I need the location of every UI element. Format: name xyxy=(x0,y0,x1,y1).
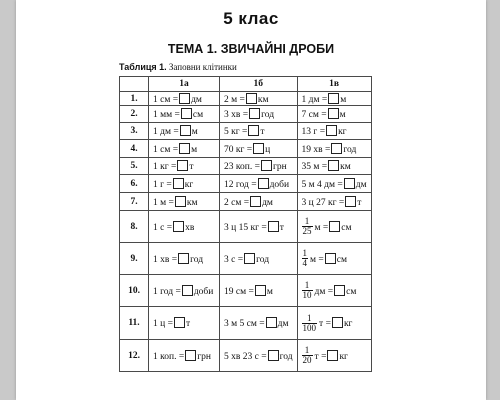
answer-box[interactable] xyxy=(261,160,272,171)
expression xyxy=(302,178,367,190)
unit-label: м xyxy=(191,144,198,155)
answer-box[interactable] xyxy=(266,317,277,328)
table-row xyxy=(120,92,372,106)
answer-box[interactable] xyxy=(174,317,185,328)
answer-box[interactable] xyxy=(185,350,196,361)
unit-label: доби xyxy=(193,286,214,297)
row-number: 6. xyxy=(120,175,149,193)
exercise-cell xyxy=(297,123,371,140)
expression xyxy=(302,108,346,120)
column-header-1b: 1б xyxy=(220,77,298,92)
unit-label: дм xyxy=(262,197,273,208)
column-header-1v: 1в xyxy=(297,77,371,92)
expression xyxy=(224,178,289,190)
expression-left: 1 дм = xyxy=(301,94,328,105)
answer-box[interactable] xyxy=(268,350,279,361)
expression-left: 3 хв = xyxy=(224,110,249,120)
exercise-cell xyxy=(149,175,220,193)
table-body xyxy=(120,92,372,372)
expression-left: 3 с = xyxy=(224,254,244,265)
row-number: 2. xyxy=(120,106,149,123)
unit-label: кг xyxy=(338,127,347,137)
answer-box[interactable] xyxy=(329,221,340,232)
answer-box[interactable] xyxy=(258,178,269,189)
exercise-cell xyxy=(297,158,371,175)
fraction xyxy=(302,346,313,365)
unit-label: грн xyxy=(197,351,211,362)
expression xyxy=(153,196,198,208)
expression-left: 19 см = xyxy=(224,286,254,297)
expression-left: 35 м = xyxy=(301,162,328,172)
expression xyxy=(302,160,351,172)
unit-label: грн xyxy=(272,162,287,172)
fraction-numerator: 1 xyxy=(302,217,313,227)
exercise-cell xyxy=(297,106,371,123)
expression-left: 5 хв 23 с = xyxy=(224,351,267,362)
expression-left: 23 коп. = xyxy=(224,162,260,172)
expression-left: 13 г = xyxy=(301,127,326,137)
expression xyxy=(153,125,198,137)
row-number: 11. xyxy=(120,307,149,340)
fraction-denominator: 100 xyxy=(302,322,317,333)
unit-label: км xyxy=(340,162,351,172)
unit-label: т xyxy=(189,162,194,172)
expression xyxy=(224,143,270,155)
exercise-cell xyxy=(149,275,220,307)
unit-label: кг xyxy=(184,179,194,190)
exercise-cell xyxy=(149,140,220,158)
row-number: 9. xyxy=(120,243,149,275)
expression-left: дм = xyxy=(314,286,334,297)
unit-label: см xyxy=(346,286,357,297)
row-number: 3. xyxy=(120,123,149,140)
expression xyxy=(153,350,211,362)
table-row xyxy=(120,307,372,340)
expression-left: м = xyxy=(310,254,324,265)
unit-label: год xyxy=(279,351,293,362)
answer-box[interactable] xyxy=(179,143,190,154)
expression xyxy=(153,178,193,190)
table-row xyxy=(120,158,372,175)
unit-label: м xyxy=(191,127,198,137)
answer-box[interactable] xyxy=(175,196,186,207)
exercise-table xyxy=(119,76,372,372)
exercise-cell xyxy=(220,140,298,158)
exercise-cell xyxy=(149,211,220,243)
answer-box[interactable] xyxy=(328,160,339,171)
expression xyxy=(153,317,190,329)
answer-box[interactable] xyxy=(327,350,338,361)
answer-box[interactable] xyxy=(244,253,255,264)
exercise-cell xyxy=(149,243,220,275)
exercise-cell xyxy=(220,175,298,193)
answer-box[interactable] xyxy=(344,178,355,189)
exercise-cell xyxy=(149,340,220,372)
corner-cell xyxy=(120,77,149,92)
expression-left: м = xyxy=(314,222,329,233)
answer-box[interactable] xyxy=(325,253,336,264)
expression-left: 1 коп. = xyxy=(153,351,185,362)
expression xyxy=(302,196,362,208)
answer-box[interactable] xyxy=(331,143,342,154)
exercise-cell xyxy=(297,92,371,106)
expression-left: т = xyxy=(314,351,327,362)
fraction-numerator: 1 xyxy=(302,248,308,258)
expression-left: 1 м = xyxy=(153,197,174,208)
expression xyxy=(153,108,203,120)
exercise-cell xyxy=(220,211,298,243)
unit-label: кг xyxy=(339,351,348,362)
expression xyxy=(319,317,352,329)
answer-box[interactable] xyxy=(253,143,264,154)
expression xyxy=(315,285,357,297)
workbook-page xyxy=(16,0,486,400)
expression xyxy=(224,125,265,137)
unit-label: т xyxy=(357,197,362,208)
exercise-cell xyxy=(220,193,298,211)
expression xyxy=(153,143,197,155)
expression xyxy=(224,108,274,120)
expression xyxy=(224,221,284,233)
answer-box[interactable] xyxy=(328,93,339,104)
table-caption-text: Заповни клітинки xyxy=(166,62,237,72)
exercise-cell xyxy=(149,106,220,123)
table-row xyxy=(120,106,372,123)
expression xyxy=(224,253,269,265)
exercise-cell xyxy=(149,193,220,211)
answer-box[interactable] xyxy=(246,93,257,104)
answer-box[interactable] xyxy=(180,125,191,136)
expression-left: 3 м 5 см = xyxy=(224,319,265,329)
answer-box[interactable] xyxy=(181,108,192,119)
unit-label: дм xyxy=(277,319,289,329)
expression-left: 70 кг = xyxy=(224,144,253,155)
expression-left: 1 дм = xyxy=(153,127,179,137)
unit-label: кг xyxy=(343,319,353,329)
table-row xyxy=(120,211,372,243)
expression-left: 3 ц 15 кг = xyxy=(224,222,267,233)
exercise-cell xyxy=(220,307,298,340)
expression-left: 7 см = xyxy=(301,110,327,120)
row-number: 8. xyxy=(120,211,149,243)
unit-label: дм xyxy=(191,94,202,105)
unit-label: год xyxy=(261,110,275,120)
table-row xyxy=(120,123,372,140)
answer-box[interactable] xyxy=(173,178,184,189)
unit-label: см xyxy=(336,254,348,265)
unit-label: дм xyxy=(355,179,367,190)
table-caption-label: Таблиця 1. xyxy=(119,62,167,72)
expression xyxy=(153,160,194,172)
exercise-cell xyxy=(220,275,298,307)
expression-left: 12 год = xyxy=(224,179,257,190)
expression-left: т = xyxy=(319,319,331,329)
table-row xyxy=(120,193,372,211)
unit-label: см xyxy=(192,110,204,120)
fraction-numerator: 1 xyxy=(302,346,313,356)
expression-left: 19 хв = xyxy=(301,144,331,155)
unit-label: м xyxy=(339,110,346,120)
expression xyxy=(315,221,352,233)
unit-label: см xyxy=(341,222,352,233)
answer-box[interactable] xyxy=(173,221,184,232)
unit-label: доби xyxy=(269,179,290,190)
expression xyxy=(153,93,202,105)
expression xyxy=(153,253,203,265)
fraction-numerator: 1 xyxy=(302,314,318,324)
expression xyxy=(302,125,347,137)
expression-left: 1 мм = xyxy=(153,110,180,120)
expression-left: 2 м = xyxy=(224,94,245,105)
exercise-cell xyxy=(220,243,298,275)
unit-label: км xyxy=(186,197,198,208)
expression-left: 1 ц = xyxy=(153,319,173,329)
expression xyxy=(302,143,357,155)
answer-box[interactable] xyxy=(268,221,279,232)
expression-left: 2 см = xyxy=(224,197,250,208)
unit-label: хв xyxy=(185,222,195,233)
fraction-denominator: 4 xyxy=(302,258,308,268)
expression-left: 1 с = xyxy=(153,222,173,233)
expression xyxy=(153,221,194,233)
answer-box[interactable] xyxy=(328,108,339,119)
unit-label: год xyxy=(256,254,270,265)
table-row xyxy=(120,140,372,158)
exercise-cell xyxy=(149,92,220,106)
expression xyxy=(224,350,293,362)
fraction-denominator: 20 xyxy=(302,355,312,365)
fraction-denominator: 25 xyxy=(302,226,312,236)
topic-heading: ТЕМА 1. ЗВИЧАЙНІ ДРОБИ xyxy=(167,42,335,56)
fraction xyxy=(302,314,318,333)
expression-left: 1 хв = xyxy=(153,254,178,265)
expression-left: 5 м 4 дм = xyxy=(301,179,343,190)
grade-heading: 5 клас xyxy=(223,9,279,28)
expression-left: 1 см = xyxy=(153,94,179,105)
answer-box[interactable] xyxy=(334,285,345,296)
expression-left: 5 кг = xyxy=(224,127,248,137)
answer-box[interactable] xyxy=(326,125,337,136)
exercise-cell xyxy=(297,307,371,340)
exercise-cell xyxy=(220,106,298,123)
answer-box[interactable] xyxy=(177,160,188,171)
exercise-cell xyxy=(220,92,298,106)
expression-left: 1 см = xyxy=(153,144,179,155)
table-header-row xyxy=(120,77,372,92)
exercise-cell xyxy=(220,340,298,372)
row-number: 5. xyxy=(120,158,149,175)
answer-box[interactable] xyxy=(332,317,343,328)
answer-box[interactable] xyxy=(178,253,189,264)
expression-left: 1 г = xyxy=(153,179,172,190)
answer-box[interactable] xyxy=(255,285,266,296)
expression xyxy=(224,93,269,105)
table-row xyxy=(120,275,372,307)
unit-label: м xyxy=(340,94,347,105)
unit-label: ц xyxy=(265,144,271,155)
fraction xyxy=(302,217,313,236)
row-number: 7. xyxy=(120,193,149,211)
row-number: 1. xyxy=(120,92,149,106)
expression xyxy=(310,253,347,265)
fraction-numerator: 1 xyxy=(302,281,313,291)
row-number: 4. xyxy=(120,140,149,158)
unit-label: м xyxy=(266,286,273,297)
exercise-cell xyxy=(297,243,371,275)
unit-label: т xyxy=(185,319,191,329)
answer-box[interactable] xyxy=(248,125,259,136)
expression xyxy=(224,196,273,208)
table-row xyxy=(120,243,372,275)
expression xyxy=(224,317,288,329)
fraction xyxy=(302,249,309,268)
exercise-cell xyxy=(149,307,220,340)
expression-left: 1 кг = xyxy=(153,162,177,172)
row-number: 12. xyxy=(120,340,149,372)
answer-box[interactable] xyxy=(250,196,261,207)
exercise-cell xyxy=(297,275,371,307)
expression xyxy=(224,160,287,172)
exercise-cell xyxy=(220,158,298,175)
exercise-cell xyxy=(297,340,371,372)
answer-box[interactable] xyxy=(345,196,356,207)
expression xyxy=(315,350,348,362)
fraction xyxy=(302,281,313,300)
row-number: 10. xyxy=(120,275,149,307)
expression xyxy=(302,93,347,105)
table-row xyxy=(120,175,372,193)
unit-label: год xyxy=(190,254,204,265)
column-header-1a: 1а xyxy=(149,77,220,92)
table-caption xyxy=(119,62,237,72)
fraction-denominator: 10 xyxy=(302,290,312,300)
answer-box[interactable] xyxy=(182,285,193,296)
unit-label: км xyxy=(257,94,269,105)
exercise-cell xyxy=(297,211,371,243)
unit-label: т xyxy=(279,222,284,233)
answer-box[interactable] xyxy=(249,108,260,119)
unit-label: т xyxy=(260,127,265,137)
exercise-cell xyxy=(149,158,220,175)
exercise-cell xyxy=(149,123,220,140)
unit-label: год xyxy=(343,144,357,155)
exercise-cell xyxy=(297,140,371,158)
expression-left: 1 год = xyxy=(153,286,181,297)
table-row xyxy=(120,340,372,372)
expression xyxy=(224,285,273,297)
exercise-cell xyxy=(297,175,371,193)
exercise-cell xyxy=(297,193,371,211)
exercise-cell xyxy=(220,123,298,140)
expression-left: 3 ц 27 кг = xyxy=(301,197,345,208)
expression xyxy=(153,285,213,297)
answer-box[interactable] xyxy=(179,93,190,104)
